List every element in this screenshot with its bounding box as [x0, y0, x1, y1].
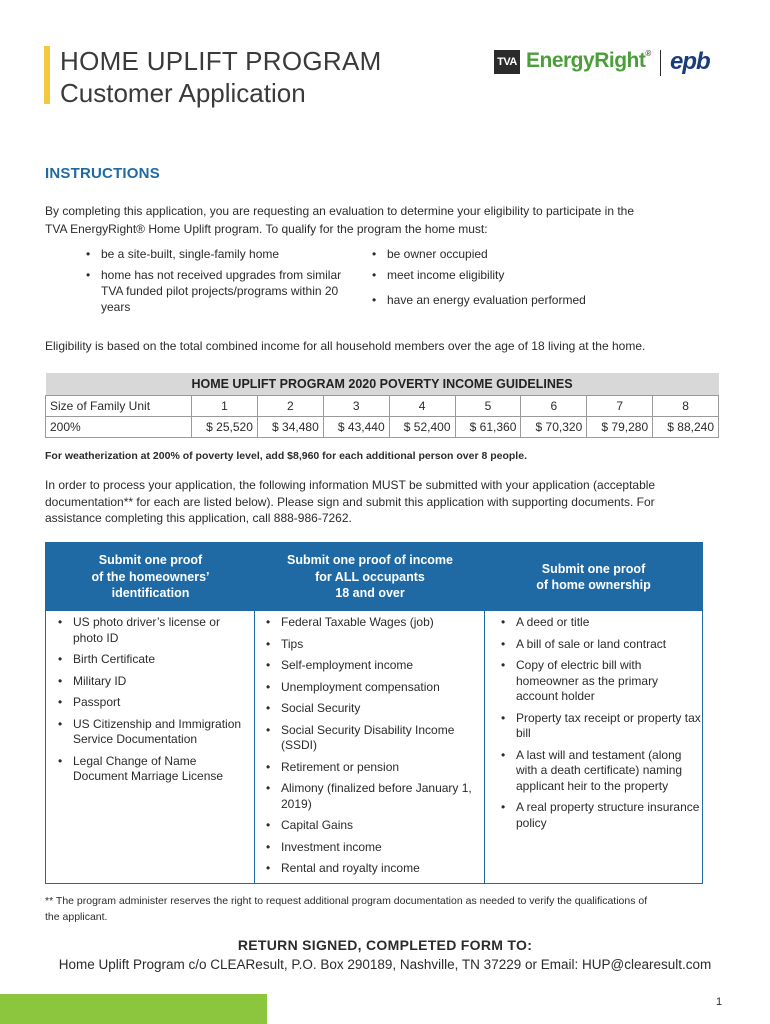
requirement-item: • be owner occupied: [372, 246, 712, 262]
logo-divider: [660, 50, 661, 76]
requirement-item: • have an energy evaluation performed: [372, 292, 712, 308]
family-size-cell: 4: [389, 395, 455, 416]
epb-logo: epb: [670, 48, 710, 75]
intro-line-1: By completing this application, you are requesting an evaluation to determine your eligibility to participate in the: [45, 204, 635, 218]
list-item: • Self-employment income: [266, 658, 481, 674]
energyright-logo: [526, 49, 651, 73]
proof-ownership-heading: [485, 543, 702, 611]
list-item: • Passport: [58, 695, 248, 711]
proof-id-heading: [46, 543, 255, 611]
list-item: • Property tax receipt or property tax bill: [501, 711, 701, 742]
requirement-item: • meet income eligibility: [372, 267, 712, 283]
tva-logo: TVA: [494, 50, 520, 74]
column-divider: [484, 543, 485, 883]
heading-line: for ALL occupants: [315, 569, 425, 584]
income-limit-cell: $ 25,520: [192, 416, 258, 437]
proof-income-heading: [255, 543, 485, 611]
list-item: • Social Security: [266, 701, 481, 717]
income-limit-cell: $ 43,440: [323, 416, 389, 437]
heading-line: of the homeowners’: [91, 569, 210, 584]
return-address: Home Uplift Program c/o CLEAResult, P.O. Box 290189, Nashville, TN 37229 or Email: HUP@clearesult.com: [58, 957, 712, 972]
heading-line: Submit one proof of income: [287, 553, 453, 568]
page-title: HOME UPLIFT PROGRAM: [60, 46, 382, 76]
table-title: HOME UPLIFT PROGRAM 2020 POVERTY INCOME GUIDELINES: [46, 373, 719, 395]
list-item: • Alimony (finalized before January 1, 2019): [266, 781, 481, 812]
list-item: • A deed or title: [501, 615, 701, 631]
documentation-footnote: [45, 893, 725, 925]
income-limit-cell: $ 79,280: [587, 416, 653, 437]
eligibility-note: Eligibility is based on the total combined income for all household members over the age of 18 living at the home.: [45, 339, 646, 353]
list-item: • US photo driver’s license or photo ID: [58, 615, 248, 646]
instructions-intro: [45, 202, 725, 238]
family-size-cell: 2: [257, 395, 323, 416]
page-number: 1: [716, 996, 723, 1008]
family-size-cell: 1: [192, 395, 258, 416]
family-size-cell: 7: [587, 395, 653, 416]
heading-line: Submit one proof: [98, 553, 203, 568]
list-item: • Investment income: [266, 840, 481, 856]
process-instructions: [45, 477, 725, 527]
list-item: • Birth Certificate: [58, 652, 248, 668]
family-size-cell: 5: [455, 395, 521, 416]
list-item: • Tips: [266, 637, 481, 653]
list-item: • Legal Change of Name Document Marriage License: [58, 754, 248, 785]
footnote-line-1: ** The program administer reserves the right to request additional program documentation as needed to verify the qualifications of: [45, 895, 648, 907]
process-line-3: assistance completing this application, call 888-986-7262.: [45, 511, 352, 525]
list-item: • A bill of sale or land contract: [501, 637, 701, 653]
income-limit-cell: $ 88,240: [653, 416, 719, 437]
process-line-2: documentation** for each are listed below). Please sign and submit this application with supporting documents. For: [45, 494, 655, 509]
requirement-item: • be a site-built, single-family home: [86, 246, 356, 262]
registered-mark: ®: [645, 49, 651, 58]
requirements-list-right: [372, 246, 712, 308]
list-item: • A real property structure insurance policy: [501, 800, 701, 831]
family-size-cell: 6: [521, 395, 587, 416]
table-title-row: [46, 373, 719, 395]
table-row: [46, 416, 719, 437]
header-accent-bar: [44, 46, 50, 104]
weatherization-note: For weatherization at 200% of poverty level, add $8,960 for each additional person over 8 people.: [45, 450, 527, 462]
income-limit-cell: $ 34,480: [257, 416, 323, 437]
energyright-logo-text: EnergyRight: [526, 49, 646, 72]
income-limit-cell: $ 70,320: [521, 416, 587, 437]
page-subtitle: Customer Application: [60, 78, 306, 108]
income-limit-cell: $ 61,360: [455, 416, 521, 437]
heading-line: identification: [111, 586, 190, 601]
ownership-proof-list: [501, 615, 701, 837]
list-item: • US Citizenship and Immigration Service Documentation: [58, 717, 248, 748]
list-item: • Unemployment compensation: [266, 680, 481, 696]
income-guidelines-table: [45, 373, 719, 438]
row-label: 200%: [46, 416, 192, 437]
column-divider: [254, 543, 255, 883]
family-size-cell: 3: [323, 395, 389, 416]
heading-line: Submit one proof: [541, 561, 646, 576]
family-size-cell: 8: [653, 395, 719, 416]
list-item: • Retirement or pension: [266, 760, 481, 776]
process-line-1: In order to process your application, the following information MUST be submitted with your application (acceptable: [45, 478, 656, 492]
intro-line-2: TVA EnergyRight® Home Uplift program. To qualify for the program the home must:: [45, 222, 488, 236]
table-row: [46, 395, 719, 416]
requirement-item: • home has not received upgrades from similar TVA funded pilot projects/programs within 20 years: [86, 267, 356, 315]
list-item: • Social Security Disability Income (SSDI): [266, 723, 481, 754]
sponsor-logos: [494, 48, 726, 78]
proof-requirements-table: [45, 542, 703, 884]
heading-line: of home ownership: [536, 578, 651, 592]
list-item: • Military ID: [58, 674, 248, 690]
heading-line: 18 and over: [335, 586, 405, 601]
row-label: Size of Family Unit: [46, 395, 192, 416]
list-item: • Copy of electric bill with homeowner as the primary account holder: [501, 658, 701, 705]
income-proof-list: [266, 615, 481, 883]
list-item: • Rental and royalty income: [266, 861, 481, 877]
list-item: • Capital Gains: [266, 818, 481, 834]
footnote-line-2: the applicant.: [45, 911, 108, 923]
income-limit-cell: $ 52,400: [389, 416, 455, 437]
list-item: • A last will and testament (along with a death certificate) naming applicant heir to the property: [501, 748, 701, 795]
list-item: • Federal Taxable Wages (job): [266, 615, 481, 631]
id-proof-list: [58, 615, 248, 791]
instructions-heading: INSTRUCTIONS: [45, 165, 160, 182]
requirements-list-left: [86, 246, 356, 315]
footer-accent-bar: [0, 994, 267, 1024]
return-heading: RETURN SIGNED, COMPLETED FORM TO:: [237, 937, 533, 953]
proof-table-header: [46, 543, 702, 611]
